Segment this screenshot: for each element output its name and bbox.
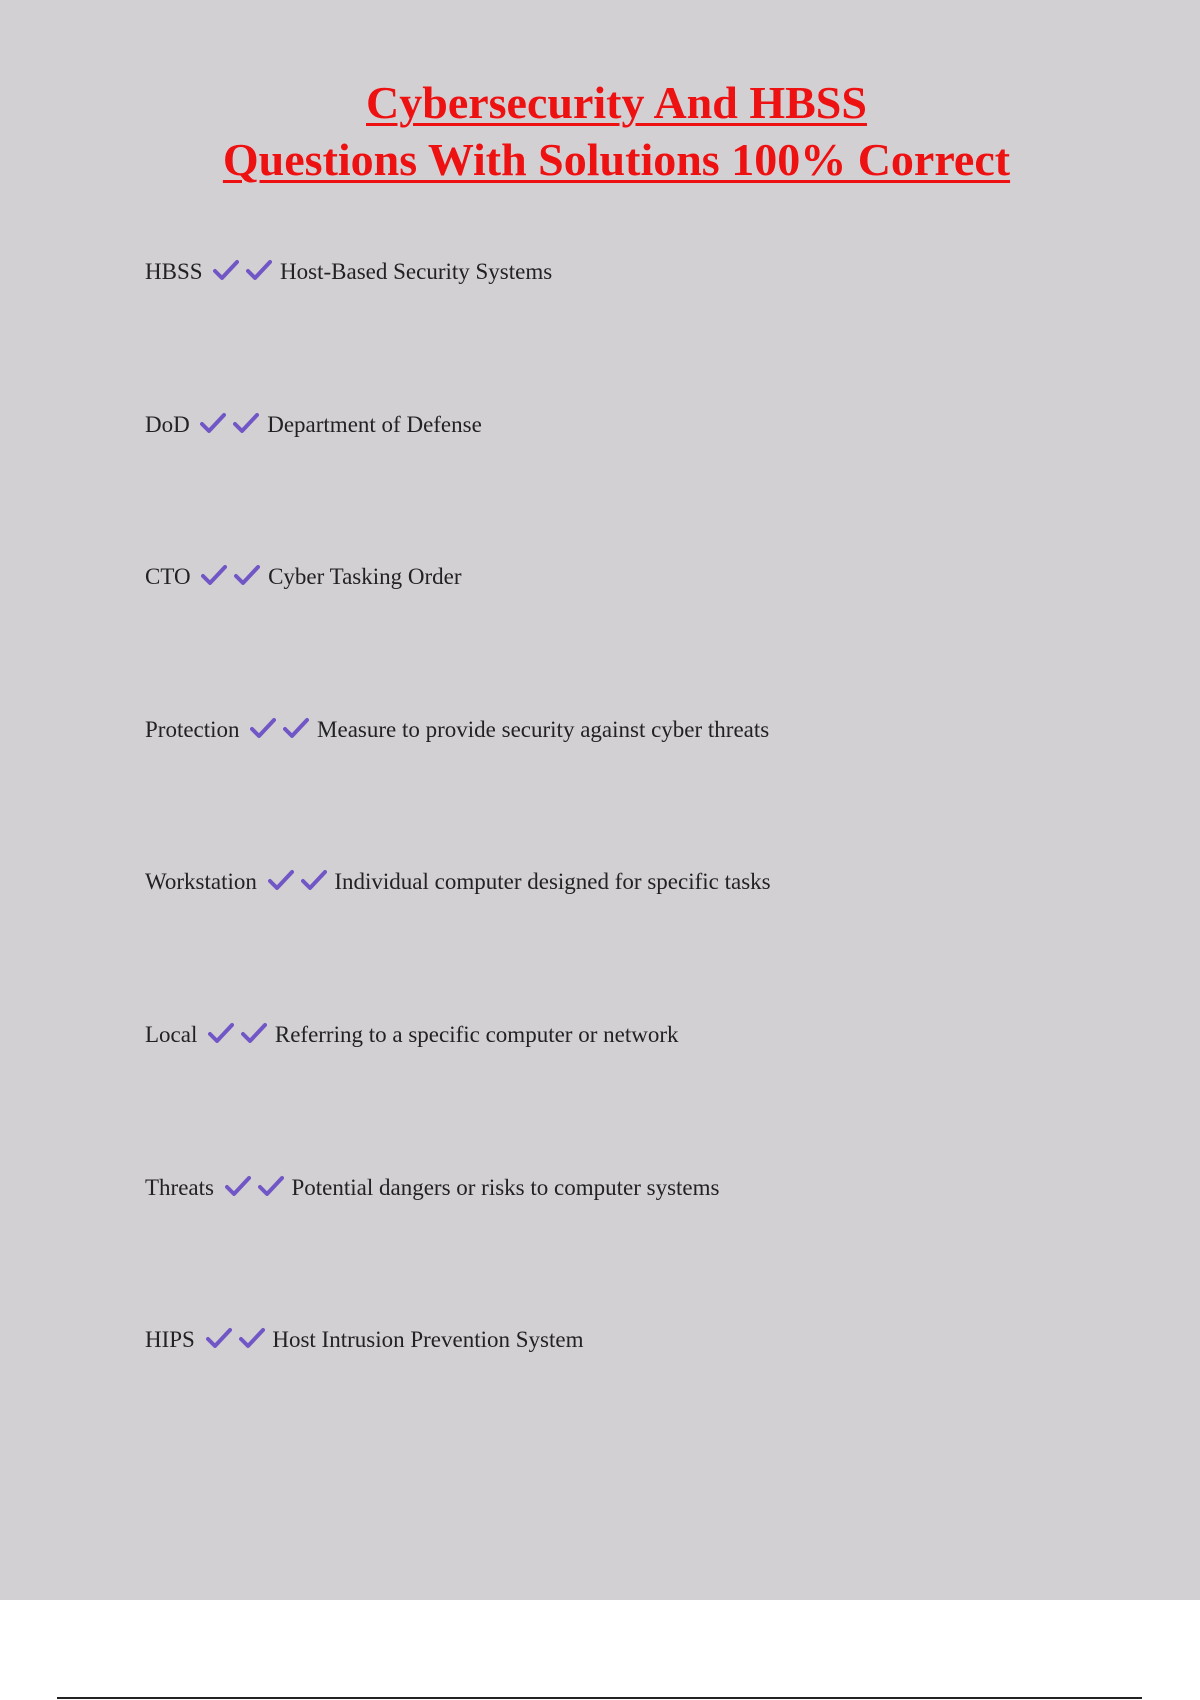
question-answer: Host-Based Security Systems (280, 259, 553, 284)
document-title-line-2: Questions With Solutions 100% Correct (222, 134, 1011, 185)
question-term: HIPS (145, 1327, 195, 1352)
checkmark-icon (234, 564, 260, 586)
document-title-line-1: Cybersecurity And HBSS (366, 77, 867, 128)
question-answer: Cyber Tasking Order (268, 564, 462, 589)
checkmark-icon (246, 259, 272, 281)
question-item (145, 411, 482, 439)
question-item (145, 1021, 678, 1049)
checkmark-icon (283, 717, 309, 739)
checkmark-icon (200, 412, 226, 434)
question-term: DoD (145, 412, 190, 437)
checkmark-icon (225, 1175, 251, 1197)
question-term: HBSS (145, 259, 203, 284)
question-answer: Host Intrusion Prevention System (272, 1327, 584, 1352)
checkmark-icon (213, 259, 239, 281)
question-item (145, 716, 769, 744)
question-item (145, 1174, 719, 1202)
question-item (145, 868, 771, 896)
question-answer: Department of Defense (267, 412, 482, 437)
question-term: CTO (145, 564, 191, 589)
checkmark-icon (206, 1327, 232, 1349)
footer-divider (57, 1697, 1142, 1699)
question-term: Workstation (145, 869, 257, 894)
checkmark-icon (239, 1327, 265, 1349)
question-term: Local (145, 1022, 198, 1047)
question-item (145, 258, 552, 286)
checkmark-icon (258, 1175, 284, 1197)
checkmark-icon (301, 869, 327, 891)
question-term: Threats (145, 1175, 214, 1200)
question-answer: Individual computer designed for specific tasks (334, 869, 771, 894)
checkmark-icon (208, 1022, 234, 1044)
checkmark-icon (268, 869, 294, 891)
question-term: Protection (145, 717, 240, 742)
checkmark-icon (233, 412, 259, 434)
question-answer: Referring to a specific computer or network (274, 1022, 679, 1047)
checkmark-icon (201, 564, 227, 586)
checkmark-icon (241, 1022, 267, 1044)
question-answer: Measure to provide security against cyber threats (317, 717, 770, 742)
question-item (145, 1326, 584, 1354)
question-item (145, 563, 462, 591)
question-answer: Potential dangers or risks to computer systems (291, 1175, 720, 1200)
checkmark-icon (250, 717, 276, 739)
document-title (0, 74, 1200, 188)
